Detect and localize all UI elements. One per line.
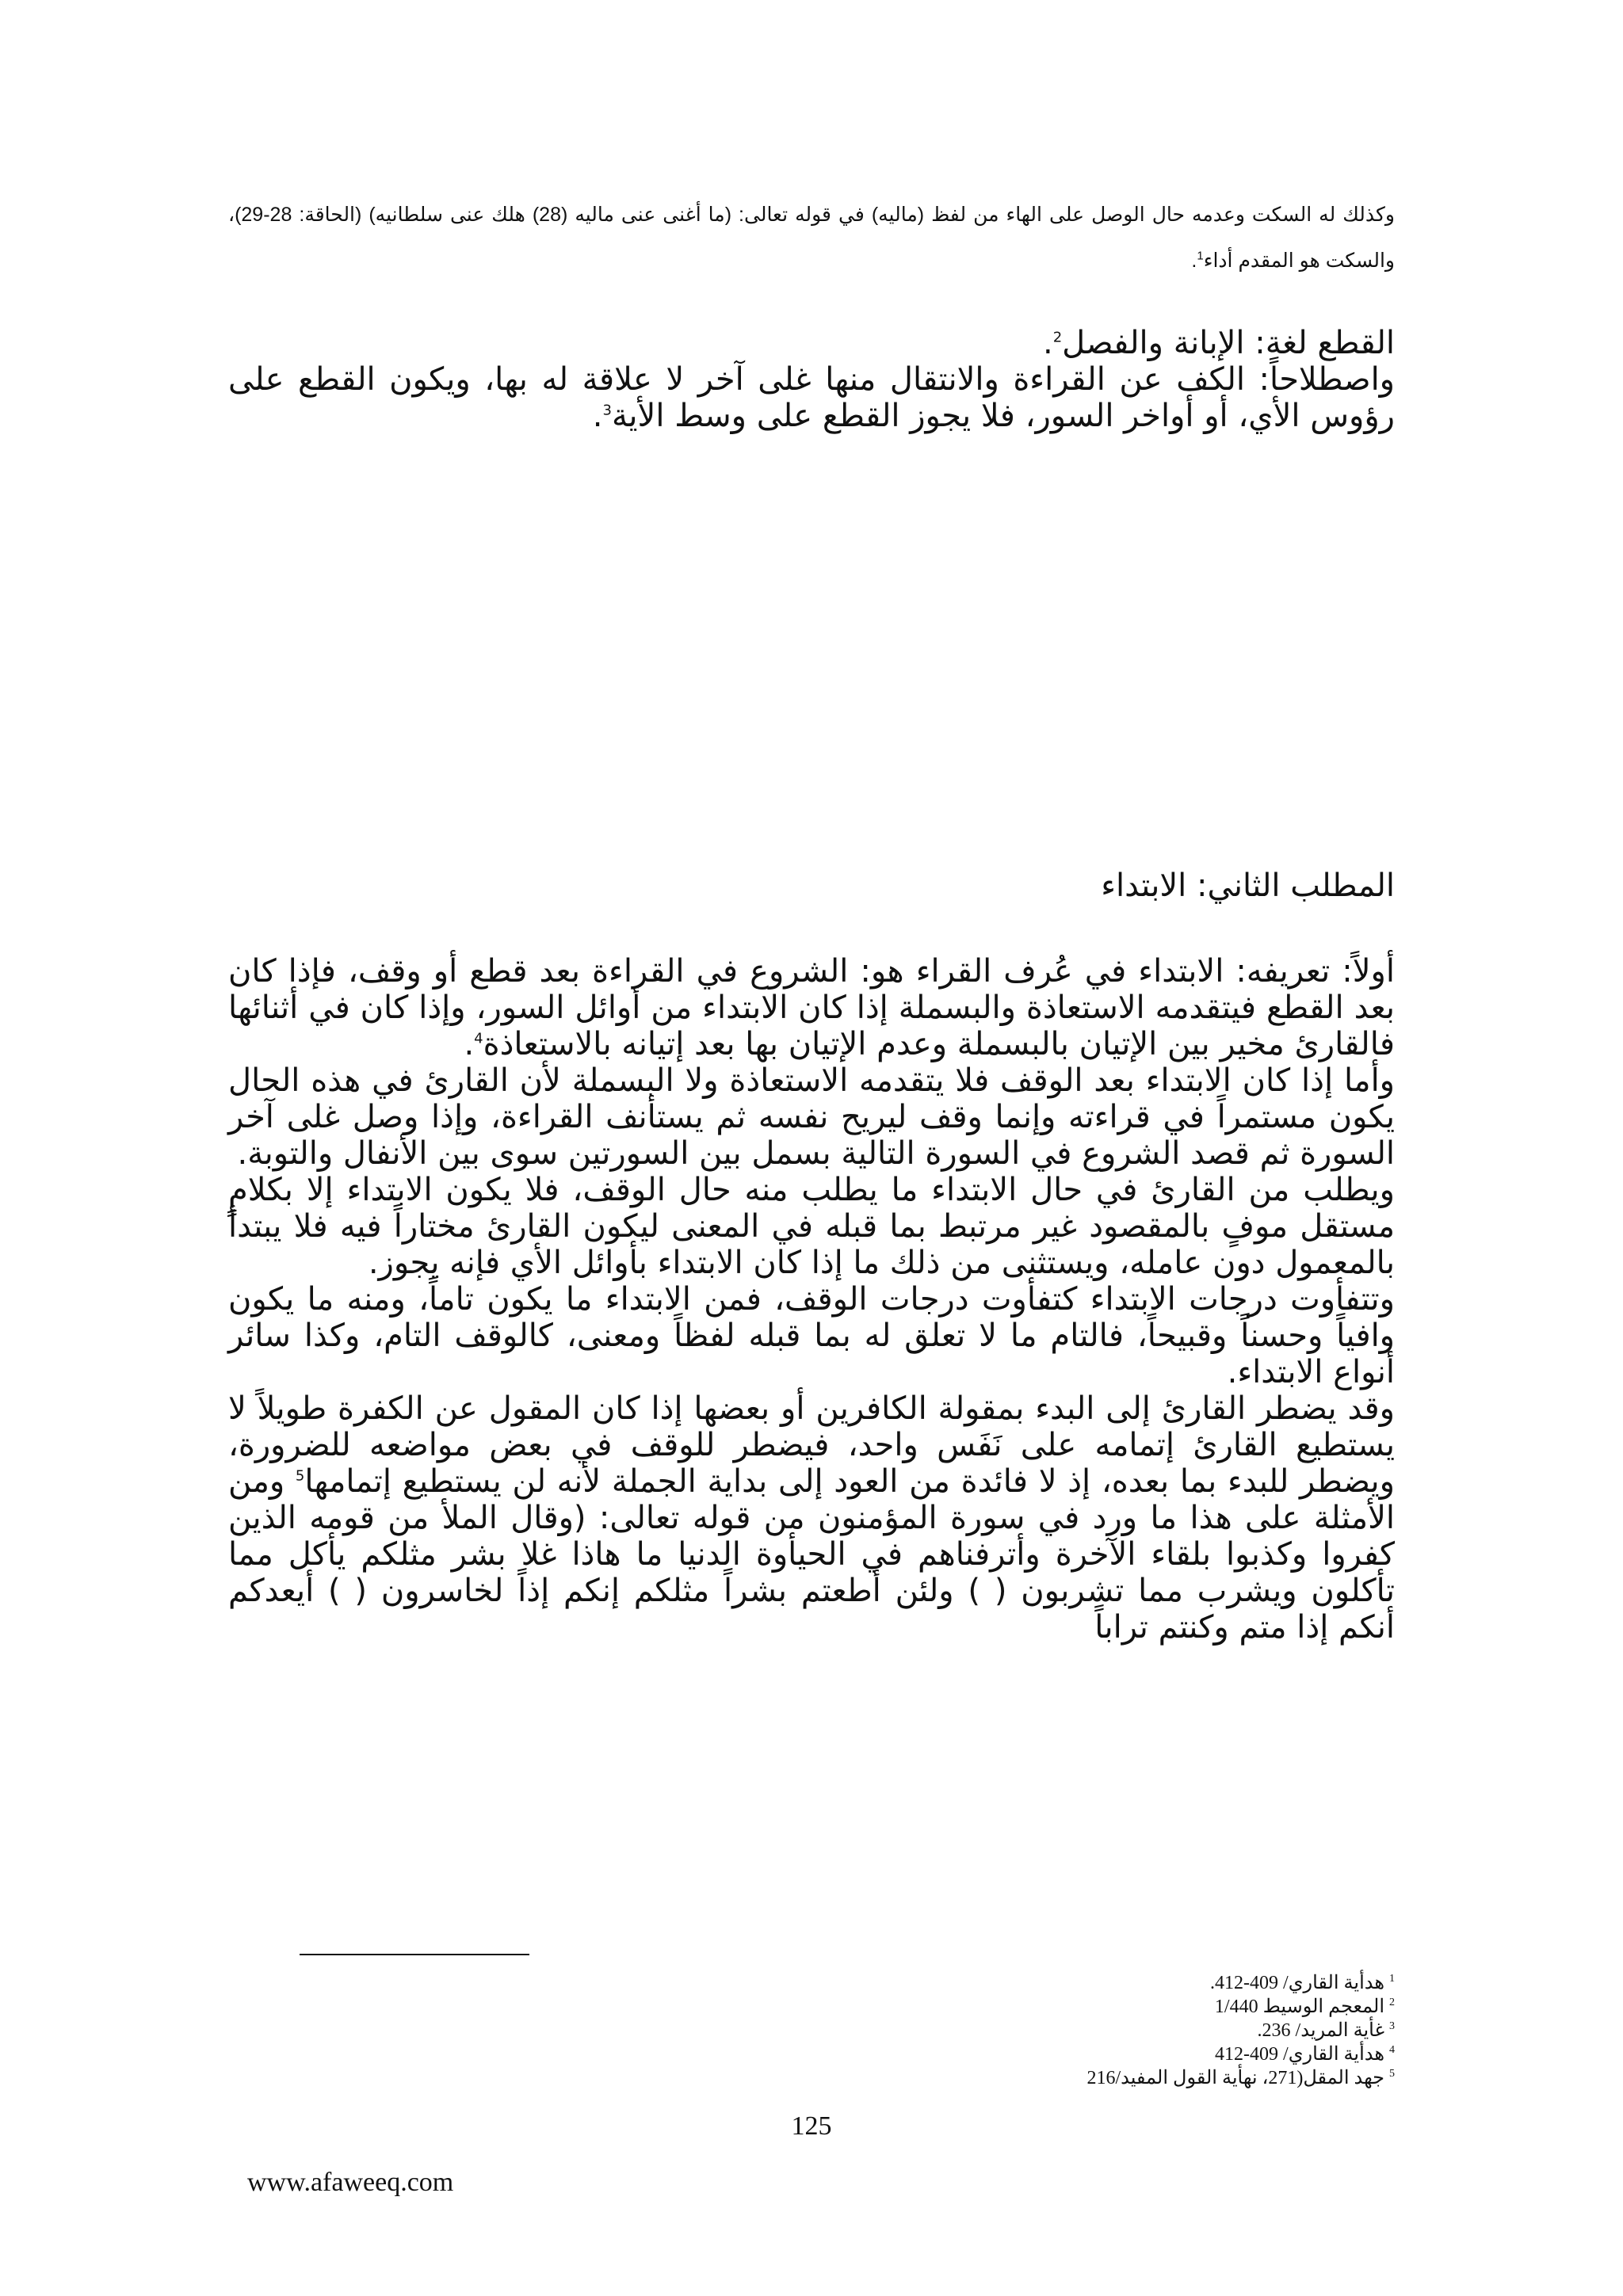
qat-def-text: الكف عن القراءة والانتقال منها غلى آخر لا علاقة له بها، ويكون القطع على رؤوس الأي، أو أواخر السور، فلا يجوز القطع على وسط الأية (228, 361, 1395, 434)
paragraph-2: وأما إذا كان الابتداء بعد الوقف فلا يتقدمه الاستعاذة ولا البسملة لأن القارئ في هذه الحال يكون مستمراً في قراءته وإنما وقف ليريح نفسه ثم يستأنف القراءة، وإذا وصل غلى آخر السورة ثم قصد الشروع في السورة التالية بسمل بين السورتين سوى بين الأنفال والتوبة. (228, 1062, 1395, 1172)
footnote-ref-2[interactable]: 2 (1052, 329, 1063, 346)
footnote-item (682, 2019, 1395, 2042)
qat-heading (228, 325, 1395, 361)
paragraph-4: وتتفأوت درجات الابتداء كتفأوت درجات الوقف، فمن الابتداء ما يكون تاماً، ومنه ما يكون وافياً وحسناً وقبيحاً، فالتام ما لا تعلق له بما قبله لفظاً ومعنى، كالوقف التام، وكذا سائر أنواع الابتداء. (228, 1281, 1395, 1390)
footnote-ref-1[interactable]: 1 (1197, 249, 1204, 263)
footnotes-list (682, 1971, 1395, 2090)
qat-heading-end: . (1042, 325, 1053, 361)
footnote-number: 2 (1389, 1997, 1395, 2008)
qat-section (228, 325, 1395, 434)
paragraph-1-label: أولاً: تعريفه: (1235, 953, 1395, 990)
qat-definition (228, 361, 1395, 434)
footnote-item (682, 1971, 1395, 1995)
paragraph-5-text-b: ومن الأمثلة على هذا ما ورد في سورة المؤمنون من قوله تعالى: (وقال الملأ من قومه الذين كفروا وكذبوا بلقاء الآخرة وأترفناهم في الحيأوة الدنيا ما هاذا غلا بشر مثلكم يأكل مما تأكلون ويشرب مما تشربون ( ) ولئن أطعتم بشراً مثلكم إنكم إذاً لخاسرون ( ) أيعدكم أنكم إذا متم وكنتم تراباً (228, 1463, 1395, 1646)
qat-def-end: . (592, 398, 603, 434)
qat-heading-text: القطع لغة: الإبانة والفصل (1062, 325, 1395, 361)
intro-text: وكذلك له السكت وعدمه حال الوصل على الهاء من لفظ (ماليه) في قوله تعالى: (ما أغنى عنى ماليه (28) هلك عنى سلطانيه) (الحاقة: 28-29)، والسكت هو المقدم أداء (228, 204, 1396, 272)
paragraph-5-text-a: وقد يضطر القارئ إلى البدء بمقولة الكافرين أو بعضها إذا كان المقول عن الكفرة طويلاً لا يستطيع القارئ إتمامه على نَفَس واحد، فيضطر للوقف في بعض مواضعه للضرورة، ويضطر للبدء بما بعده، إذ لا فائدة من العود إلى بداية الجملة لأنه لن يستطيع إتمامها (228, 1390, 1395, 1500)
section-title: المطلب الثاني: الابتداء (1101, 868, 1395, 904)
footnote-item (682, 1995, 1395, 2019)
footnote-ref-5[interactable]: 5 (295, 1467, 305, 1485)
footnote-item (682, 2042, 1395, 2066)
footnote-text: جهد المقل(271، نهأية القول المفيد/216 (1086, 2068, 1384, 2088)
footnote-text: هدأية القاري/ 409-412. (1210, 1973, 1384, 1993)
paragraph-1-end: . (464, 1026, 475, 1062)
footnote-number: 1 (1389, 1973, 1395, 1985)
footnote-ref-4[interactable]: 4 (474, 1030, 483, 1047)
footnote-text: غأية المريد/ 236. (1257, 2020, 1384, 2041)
paragraph-1-text: الابتداء في عُرف القراء هو: الشروع في القراءة بعد قطع أو وقف، فإذا كان بعد القطع فيتقدمه الاستعاذة والبسملة إذا كان الابتداء من أوائل السور، وإذا كان في أثنائها فالقارئ مخير بين الإتيان بالبسملة وعدم الإتيان بها بعد إتيانه بالاستعاذة (228, 953, 1395, 1062)
footnote-number: 4 (1389, 2044, 1395, 2056)
footnote-divider (300, 1954, 529, 1955)
paragraph-3: ويطلب من القارئ في حال الابتداء ما يطلب منه حال الوقف، فلا يكون الابتداء إلا بكلامٍ مستقل موفٍ بالمقصود غير مرتبط بما قبله في المعنى ليكون القارئ مختاراً فيه فلا يبتدأ بالمعمول دون عامله، ويستثنى من ذلك ما إذا كان الابتداء بأوائل الأي فإنه يجوز. (228, 1172, 1395, 1281)
qat-def-label: واصطلاحاً: (1258, 361, 1395, 398)
footnote-number: 5 (1389, 2068, 1395, 2080)
section-title-block (228, 868, 1395, 904)
footnote-number: 3 (1389, 2020, 1395, 2032)
website-url[interactable]: www.afaweeq.com (247, 2168, 454, 2197)
intro-paragraph (228, 192, 1395, 284)
footnote-text: هدأية القاري/ 409-412 (1215, 2044, 1384, 2065)
footnote-ref-3[interactable]: 3 (602, 402, 612, 419)
footnote-text: المعجم الوسيط 1/440 (1214, 1997, 1384, 2017)
paragraph-5 (228, 1390, 1395, 1646)
paragraph-1 (228, 953, 1395, 1062)
main-body (228, 953, 1395, 1646)
intro-end: . (1191, 250, 1197, 272)
footnote-item (682, 2066, 1395, 2090)
page-number: 125 (791, 2111, 832, 2141)
